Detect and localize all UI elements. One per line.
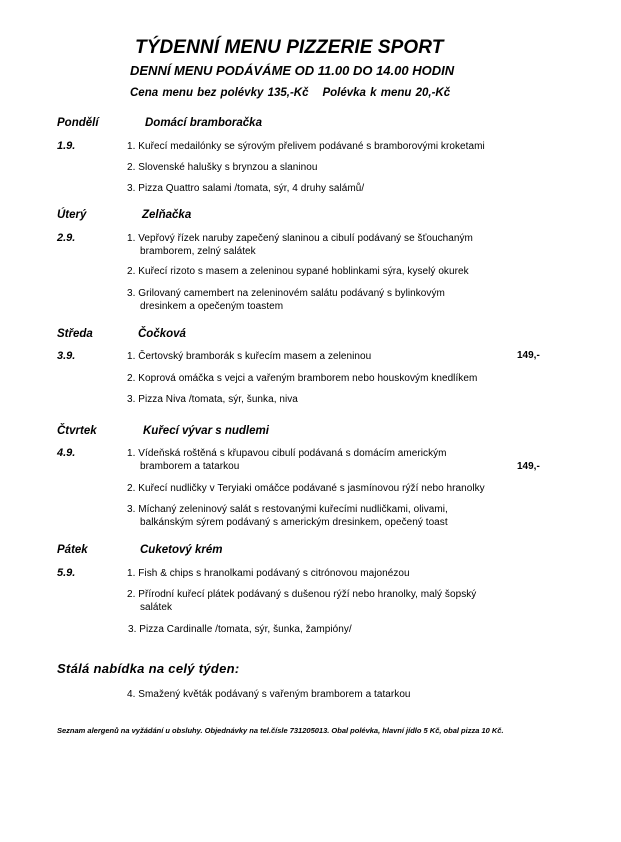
item-text-continued: salátek	[140, 602, 173, 613]
item-text-continued: dresinkem a opečeným toastem	[140, 301, 284, 312]
item-text: 2. Slovenské halušky s brynzou a slaninou	[127, 162, 318, 173]
day-soup: Cuketový krém	[140, 544, 223, 556]
menu-item	[127, 393, 298, 406]
price-info	[130, 87, 450, 99]
menu-item	[127, 503, 448, 529]
menu-item	[127, 350, 371, 363]
menu-price: Cena menu bez polévky 135,-Kč	[130, 87, 309, 99]
item-text-continued: bramborem a tatarkou	[140, 461, 240, 472]
day-date: 5.9.	[57, 567, 76, 579]
menu-item	[127, 140, 485, 153]
item-text: 3. Pizza Cardinalle /tomata, sýr, šunka, žampióny/	[128, 624, 352, 635]
menu-item	[127, 482, 485, 495]
day-soup: Domácí bramboračka	[145, 117, 262, 129]
item-text: 2. Přírodní kuřecí plátek podávaný s dušenou rýží nebo hranolky, malý šopský	[127, 589, 477, 600]
item-text: 2. Kuřecí nudličky v Teryiaki omáčce podávané s jasmínovou rýží nebo hranolky	[127, 483, 485, 494]
day-date: 2.9.	[57, 232, 76, 244]
menu-item	[127, 182, 364, 195]
item-text-continued: balkánským sýrem podávaný s americkým dresinkem, opečený toast	[140, 517, 448, 528]
item-text: 1. Vídeňská roštěná s křupavou cibulí podávaná s domácím americkým	[127, 448, 447, 459]
item-text: 1. Fish & chips s hranolkami podávaný s citrónovou majonézou	[127, 568, 410, 579]
footer-note: Seznam alergenů na vyžádání u obsluhy. Objednávky na tel.čísle 731205013. Obal polévka, hlavní jídlo 5 Kč, obal pizza 10 Kč.	[57, 726, 504, 735]
day-date: 3.9.	[57, 350, 76, 362]
item-text: 3. Pizza Quattro salami /tomata, sýr, 4 druhy salámů/	[127, 183, 365, 194]
menu-item	[127, 372, 477, 385]
item-text: 3. Míchaný zeleninový salát s restovanými kuřecími nudličkami, olivami,	[127, 504, 448, 515]
item-text-continued: bramborem, zelný salátek	[140, 246, 256, 257]
item-text: 3. Pizza Niva /tomata, sýr, šunka, niva	[127, 394, 298, 405]
day-name: Pátek	[57, 544, 88, 556]
item-text: 1. Kuřecí medailónky se sýrovým přelivem podávané s bramborovými kroketami	[127, 141, 485, 152]
item-text: 1. Vepřový řízek naruby zapečený slaninou a cibulí podávaný se šťouchaným	[127, 233, 473, 244]
serving-hours: DENNÍ MENU PODÁVÁME OD 11.00 DO 14.00 HODIN	[130, 63, 455, 78]
menu-item	[127, 232, 473, 258]
menu-item	[127, 287, 445, 313]
day-soup: Čočková	[138, 328, 186, 340]
day-date: 1.9.	[57, 140, 76, 152]
day-soup: Zelňačka	[142, 209, 192, 221]
item-text: 1. Čertovský bramborák s kuřecím masem a zeleninou	[127, 351, 372, 362]
day-name: Čtvrtek	[57, 425, 97, 437]
item-price: 149,-	[517, 461, 540, 472]
day-date: 4.9.	[57, 447, 76, 459]
day-name: Pondělí	[57, 117, 99, 129]
soup-price: Polévka k menu 20,-Kč	[322, 87, 451, 99]
item-text: 3. Grilovaný camembert na zeleninovém salátu podávaný s bylinkovým	[127, 288, 445, 299]
page-title: TÝDENNÍ MENU PIZZERIE SPORT	[135, 37, 444, 58]
menu-item	[127, 567, 410, 580]
day-name: Středa	[57, 328, 93, 340]
menu-item	[127, 447, 447, 473]
menu-item	[128, 623, 352, 636]
menu-item	[127, 588, 476, 614]
item-price: 149,-	[517, 350, 540, 361]
menu-item	[127, 161, 318, 174]
permanent-offer-item: 4. Smažený květák podávaný s vařeným bramborem a tatarkou	[127, 689, 411, 700]
day-soup: Kuřecí vývar s nudlemi	[143, 425, 269, 437]
menu-item	[127, 265, 469, 278]
item-text: 2. Kuřecí rizoto s masem a zeleninou sypané hoblinkami sýra, kyselý okurek	[127, 266, 469, 277]
item-text: 2. Koprová omáčka s vejci a vařeným bramborem nebo houskovým knedlíkem	[127, 373, 478, 384]
permanent-offer-heading: Stálá nabídka na celý týden:	[57, 661, 240, 676]
day-name: Úterý	[57, 209, 87, 221]
